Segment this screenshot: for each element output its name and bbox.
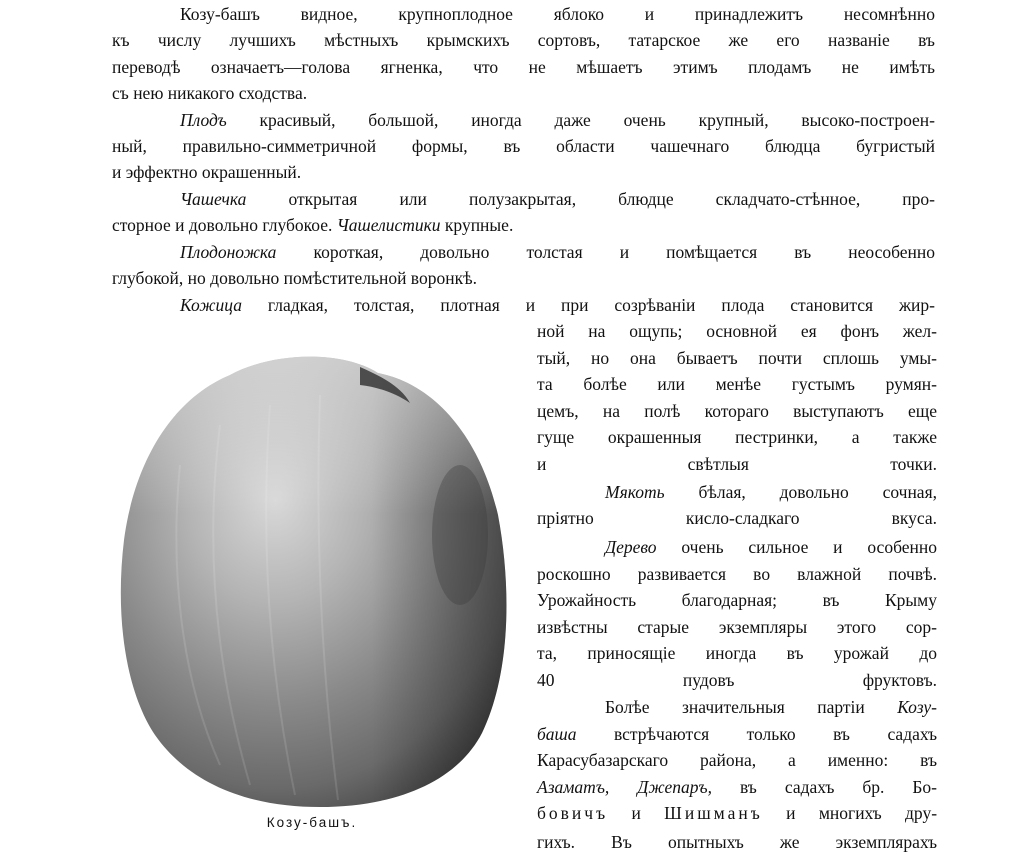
term-kozu-basha-cont: баша	[537, 724, 577, 744]
name-bobovich: бовичъ	[537, 803, 609, 823]
text-line: пріятно кисло-сладкаго вкуса.	[537, 508, 937, 528]
apple-illustration	[110, 345, 515, 810]
text-line: и эффектно окрашенный.	[112, 162, 302, 182]
text-line: тый, но она бываетъ почти сплошь умы-	[537, 348, 937, 368]
text-line: къ числу лучшихъ мѣстныхъ крымскихъ сортовъ, татарское же его названіе въ	[112, 30, 935, 50]
text-line: гуще окрашенныя пестринки, а также	[537, 427, 937, 447]
term-kozu-basha: Козу-	[897, 697, 937, 717]
term-plodonozhka: Плодоножка	[180, 242, 277, 262]
place-azamat: Азаматъ,	[537, 777, 610, 797]
term-myakot: Мякоть	[605, 482, 665, 502]
term-kozhitsa: Кожица	[180, 295, 243, 315]
text-line: извѣстны старые экземпляры этого сор-	[537, 617, 937, 637]
text-line: 40 пудовъ фруктовъ.	[537, 670, 937, 690]
place-dzhepar: Джепаръ,	[637, 777, 712, 797]
text-line: съ нею никакого сходства.	[112, 83, 308, 103]
text-line: глубокой, но довольно помѣстительной воронкѣ.	[112, 268, 477, 288]
text-line: Азаматъ, Джепаръ, въ садахъ бр. Бо-	[537, 777, 938, 797]
name-shishman: Шишманъ	[664, 803, 763, 823]
text-line: Плодоножка короткая, довольно толстая и помѣщается въ неособенно	[180, 242, 936, 262]
term-chashechka: Чашечка	[180, 189, 247, 209]
text-line: Кожица гладкая, толстая, плотная и при созрѣваніи плода становится жир-	[180, 295, 936, 315]
text-line: и свѣтлыя точки.	[537, 454, 937, 474]
text-line: Болѣе значительныя партіи Козу-	[605, 697, 937, 717]
text-line: Дерево очень сильное и особенно	[605, 537, 937, 557]
text-line: ной на ощупь; основной ея фонъ жел-	[537, 321, 937, 341]
text-line: роскошно развивается во влажной почвѣ.	[537, 564, 937, 584]
text-line: цемъ, на полѣ котораго выступаютъ еще	[537, 401, 937, 421]
text-line: ный, правильно-симметричной формы, въ области чашечнаго блюдца бугристый	[112, 136, 935, 156]
term-derevo: Дерево	[605, 537, 657, 557]
text-line: бовичъ и Шишманъ и многихъ дру-	[537, 803, 938, 823]
text-line: та, приносящіе иногда въ урожай до	[537, 643, 937, 663]
figure-caption: Козу-башъ.	[266, 815, 358, 830]
text-line: Козу-башъ видное, крупноплодное яблоко и принадлежитъ несомнѣнно	[180, 4, 935, 24]
text-line: баша встрѣчаются только въ садахъ	[537, 724, 938, 744]
text-line: Урожайность благодарная; въ Крыму	[537, 590, 937, 610]
text-line: та болѣе или менѣе густымъ румян-	[537, 374, 937, 394]
term-chashelistiki: Чашелистики	[336, 215, 441, 235]
text-line: Чашечка открытая или полузакрытая, блюдце складчато-стѣнное, про-	[180, 189, 935, 209]
term-plod: Плодъ	[180, 110, 227, 130]
cut-off-line: гихъ. Въ опытныхъ же экземплярахъ	[537, 832, 937, 852]
text-line: Мякоть бѣлая, довольно сочная,	[605, 482, 938, 502]
text-line: сторное и довольно глубокое. Чашелистики крупные.	[112, 215, 514, 235]
text-line: Плодъ красивый, большой, иногда даже очень крупный, высоко-построен-	[180, 110, 936, 130]
text-line: переводѣ означаетъ—голова ягненка, что не мѣшаетъ этимъ плодамъ не имѣть	[112, 57, 935, 77]
text-line: Карасубазарскаго района, а именно: въ	[537, 750, 937, 770]
